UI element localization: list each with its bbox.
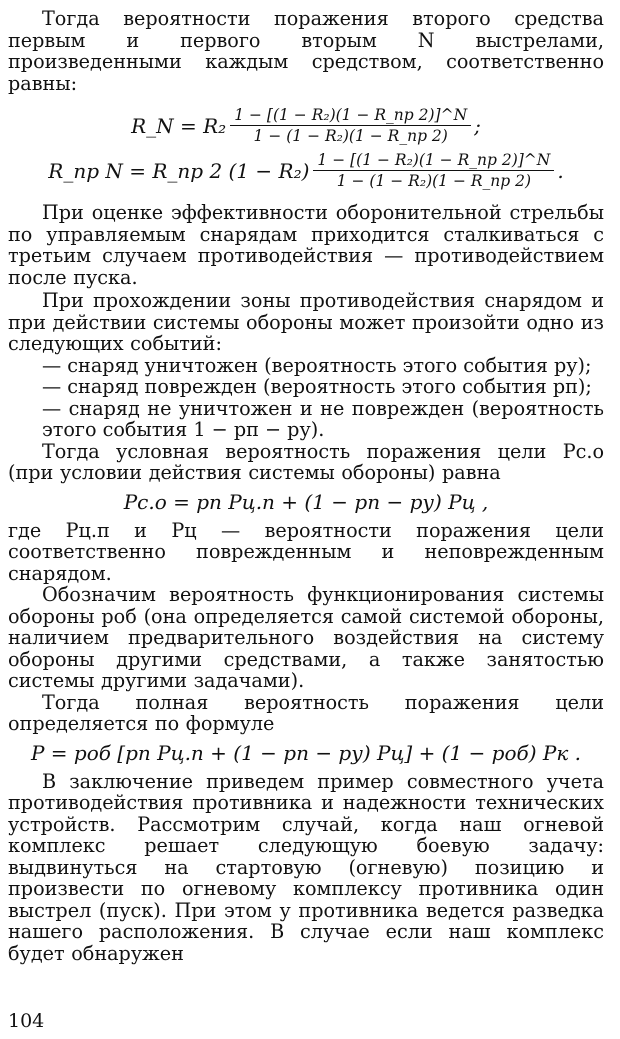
formula-rn-numerator: 1 − [(1 − R₂)(1 − R_пр 2)]^N [230, 106, 471, 126]
event-item-destroyed: — снаряд уничтожен (вероятность этого события pу); [42, 353, 592, 377]
formula-rn-tail: ; [474, 113, 481, 138]
formula-rn-fraction [230, 106, 471, 145]
paragraph-defense-functioning: Обозначим вероятность функционирования системы обороны pоб (она определяется самой системой обороны, наличием предварительного воздействия на систему обороны другими средствами, а также занятостью системы другими задачами). [8, 583, 604, 692]
formula-pso: Pс.о = pп Pц.п + (1 − pп − pу) Pц , [123, 489, 489, 514]
paragraph-conditional-probability: Тогда условная вероятность поражения цели Pс.о (при условии действия системы обороны) равна [8, 439, 604, 484]
formula-rprn-tail: . [557, 158, 564, 183]
formula-rprn-numerator: 1 − [(1 − R₂)(1 − R_пр 2)]^N [313, 151, 554, 171]
formula-rn-denominator: 1 − (1 − R₂)(1 − R_пр 2) [253, 127, 448, 145]
paragraph-full-probability: Тогда полная вероятность поражения цели определяется по формуле [8, 690, 604, 735]
formula-rprn-fraction [313, 151, 554, 190]
event-item-damaged: — снаряд поврежден (вероятность этого события pп); [42, 375, 592, 398]
paragraph-where: где Pц.п и Pц — вероятности поражения цели соответственно поврежденным и неповрежденным снарядом. [8, 518, 604, 585]
paragraph-third-case: При оценке эффективности оборонительной стрельбы по управляемым снарядам приходится сталкиваться с третьим случаем противодействия — противодействием после пуска. [8, 201, 604, 289]
formula-rn-lhs: R_N = R₂ [131, 113, 227, 138]
formula-rprn-lhs: R_пр N = R_пр 2 (1 − R₂) [48, 158, 310, 183]
page-number: 104 [8, 1010, 45, 1032]
formula-rn [8, 106, 604, 145]
paragraph-events: При прохождении зоны противодействия снарядом и при действии системы обороны может произойти одно из следующих событий: [8, 289, 604, 355]
formula-p-total: P = pоб [pп Pц.п + (1 − pп − pу) Pц] + (1 − pоб) Pк . [30, 740, 582, 765]
formula-rprn-denominator: 1 − (1 − R₂)(1 − R_пр 2) [336, 172, 532, 190]
formula-rprn [8, 151, 604, 190]
event-item-intact: — снаряд не уничтожен и не поврежден (вероятность этого события 1 − pп − pу). [42, 396, 604, 441]
paragraph-example: В заключение приведем пример совместного учета противодействия противника и надежности технических устройств. Рассмотрим случай, когда наш огневой комплекс решает следующую боевую задачу: выдвинуться на стартовую (огневую) позицию и произвести по огневому комплексу противника один выстрел (пуск). При этом у противника ведется разведка нашего расположения. В случае если наш комплекс будет обнаружен [8, 769, 604, 965]
intro-paragraph: Тогда вероятности поражения второго средства первым и первого вторым N выстрелами, произведенными каждым средством, соответственно равны: [8, 7, 604, 95]
